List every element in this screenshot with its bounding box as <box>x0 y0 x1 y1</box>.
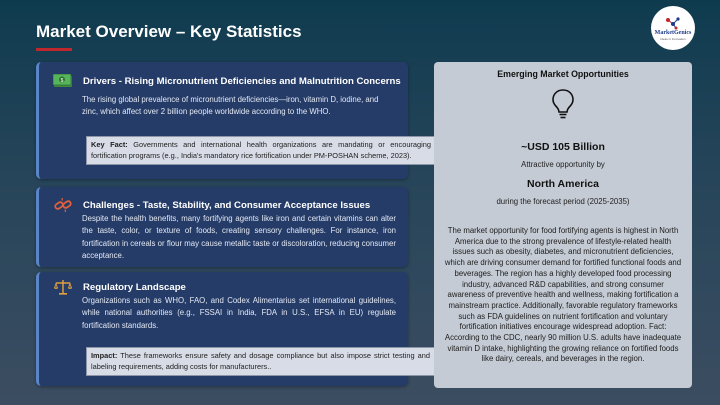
slide-title: Market Overview – Key Statistics <box>36 22 302 41</box>
logo-brand-name: MarketGenics <box>654 29 692 36</box>
logo-tagline: Ideas in Innovation <box>660 36 686 41</box>
regulatory-title: Regulatory Landscape <box>83 281 186 293</box>
drivers-title: Drivers - Rising Micronutrient Deficiencies and Malnutrition Concerns <box>83 75 401 87</box>
panel-heading: Emerging Market Opportunities <box>497 69 629 79</box>
regulatory-card <box>36 272 430 386</box>
broken-link-icon <box>53 197 73 213</box>
regulatory-text: Organizations such as WHO, FAO, and Codex Alimentarius set international guidelines, while national authorities (e.g., FSSAI in India, FDA in U.S., EFSA in EU) regulate fortification standards. <box>82 296 396 330</box>
lightbulb-icon <box>550 88 576 120</box>
drivers-card <box>36 62 431 179</box>
regulatory-impact <box>86 347 435 376</box>
opportunity-region: North America <box>527 178 599 190</box>
impact-text: These frameworks ensure safety and dosage compliance but also impose strict testing and labeling requirements, adding costs for manufacturers.. <box>91 351 430 371</box>
title-underline <box>36 48 72 51</box>
network-nodes-icon <box>664 16 682 30</box>
forecast-period: during the forecast period (2025-2035) <box>496 197 630 206</box>
key-fact-label: Key Fact: <box>91 140 128 149</box>
challenges-text: Despite the health benefits, many fortifying agents like iron and certain vitamins can alter the taste, color, or texture of foods, creating sensory challenges. For instance, iron fortification in cereals or flour may cause metallic taste or discoloration, reducing consumer acceptance. <box>82 214 396 261</box>
opportunity-description: The market opportunity for food fortifying agents is highest in North America due to the strong prevalence of lifestyle-related health issues such as obesity, diabetes, and micronutrient deficiencies, which are driving consumer demand for fortified functional foods and beverages. The region has a highly developed food processing industry, advanced R&D capabilities, and strong consumer awareness of preventive health and wellness, making fortification a mainstream practice. Additionally, favorable regulatory frameworks such as FDA guidelines on nutrient fortification and voluntary fortification initiatives encourage widespread adoption. Fact: According to the CDC, nearly 90 million U.S. adults have inadequate vitamin D intake, highlighting the growing reliance on fortified foods like dairy, cereals, and beverages in the region. <box>444 226 682 364</box>
opportunity-value: ~USD 105 Billion <box>521 141 605 153</box>
drivers-key-fact <box>86 136 436 165</box>
company-logo <box>651 6 695 50</box>
drivers-text: The rising global prevalence of micronutrient deficiencies—iron, vitamin D, iodine, and zinc, which affect over 2 billion people worldwide according to the WHO. <box>82 95 379 117</box>
key-fact-text: Governments and international health organizations are mandating or encouraging fortification programs (e.g., India's mandatory rice fortification under PM-POSHAN scheme, 2023). <box>91 140 431 160</box>
opportunities-panel <box>434 62 692 388</box>
scales-icon <box>53 279 73 295</box>
challenges-title: Challenges - Taste, Stability, and Consumer Acceptance Issues <box>83 199 371 211</box>
opportunity-caption: Attractive opportunity by <box>521 160 605 169</box>
challenges-card <box>36 187 408 267</box>
svg-text:$: $ <box>60 77 64 84</box>
money-icon <box>53 73 73 89</box>
impact-label: Impact: <box>91 351 118 360</box>
